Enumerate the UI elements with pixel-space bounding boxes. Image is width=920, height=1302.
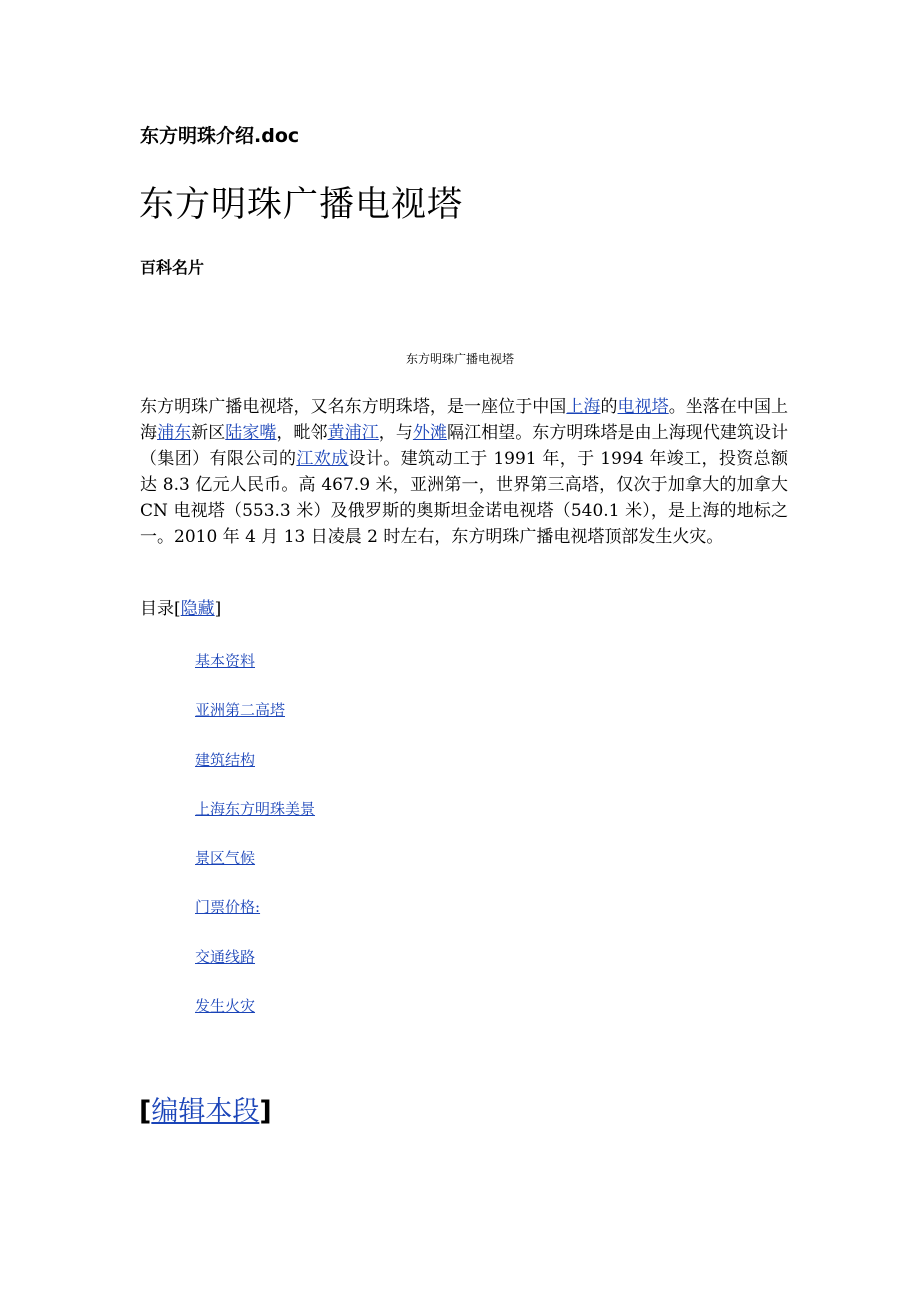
document-file-title: 东方明珠介绍.doc [140, 125, 300, 147]
toc-item [195, 894, 315, 943]
edit-section-heading [139, 1090, 272, 1134]
toc-label: 目录 [140, 599, 174, 619]
link-jiang-huancheng[interactable]: 江欢成 [296, 449, 349, 469]
intro-text: 新区 [191, 423, 226, 443]
link-shanghai[interactable]: 上海 [566, 397, 601, 417]
intro-paragraph [140, 394, 788, 550]
toc-item [195, 697, 315, 746]
intro-text: 隔江相望。东方明珠塔是由上海现代建筑设计（集团）有限公司的 [140, 423, 789, 469]
toc-item [195, 747, 315, 796]
image-caption: 东方明珠广播电视塔 [405, 352, 514, 366]
page-title: 东方明珠广播电视塔 [139, 185, 464, 225]
toc-item [195, 648, 315, 697]
toc-item [195, 944, 315, 993]
edit-bracket-open: [ [139, 1096, 152, 1127]
toc-header [140, 596, 221, 622]
toc-bracket-close: ] [214, 599, 222, 619]
link-huangpu-river[interactable]: 黄浦江 [327, 423, 379, 443]
encyclopedia-card-label: 百科名片 [140, 258, 205, 277]
edit-section-link[interactable]: 编辑本段 [151, 1096, 260, 1127]
link-pudong[interactable]: 浦东 [157, 423, 192, 443]
link-lujiazui[interactable]: 陆家嘴 [225, 423, 277, 443]
intro-text: 设计。建筑动工于 1991 年，于 1994 年竣工，投资总额达 8.3 亿元人民币。高 467.9 米，亚洲第一，世界第三高塔，仅次于加拿大的加拿大 CN 电视塔（553.3 米）及俄罗斯的奥斯坦金诺电视塔（540.1 米），是上海的地标之一。2010 年 4 月 13 日凌晨 2 时左右，东方明珠广播电视塔顶部发生火灾。 [140, 449, 788, 547]
intro-text: 。坐落在中国上海 [140, 397, 789, 443]
toc-link-basic-info[interactable]: 基本资料 [195, 652, 256, 670]
toc-link-structure[interactable]: 建筑结构 [195, 750, 256, 769]
edit-bracket-close: ] [259, 1096, 272, 1127]
intro-text: 的 [600, 397, 618, 417]
toc-hide-link[interactable]: 隐藏 [180, 599, 215, 619]
toc-link-ticket-prices[interactable]: 门票价格: [195, 898, 261, 917]
toc-link-fire[interactable]: 发生火灾 [195, 997, 256, 1016]
link-the-bund[interactable]: 外滩 [412, 423, 448, 443]
intro-text: ，与 [378, 423, 413, 443]
toc-item [195, 796, 315, 845]
link-tv-tower[interactable]: 电视塔 [617, 397, 669, 417]
toc-item [195, 845, 315, 894]
toc-link-scenery[interactable]: 上海东方明珠美景 [195, 799, 316, 818]
toc-item [195, 993, 315, 1042]
toc-link-transport[interactable]: 交通线路 [195, 947, 256, 966]
toc-link-climate[interactable]: 景区气候 [195, 849, 256, 868]
intro-text: 东方明珠广播电视塔，又名东方明珠塔，是一座位于中国 [140, 397, 567, 417]
toc-link-asia-second-tower[interactable]: 亚洲第二高塔 [195, 701, 286, 720]
toc-bracket-open: [ [174, 599, 181, 619]
table-of-contents [195, 648, 315, 1042]
intro-text: ，毗邻 [276, 423, 328, 443]
